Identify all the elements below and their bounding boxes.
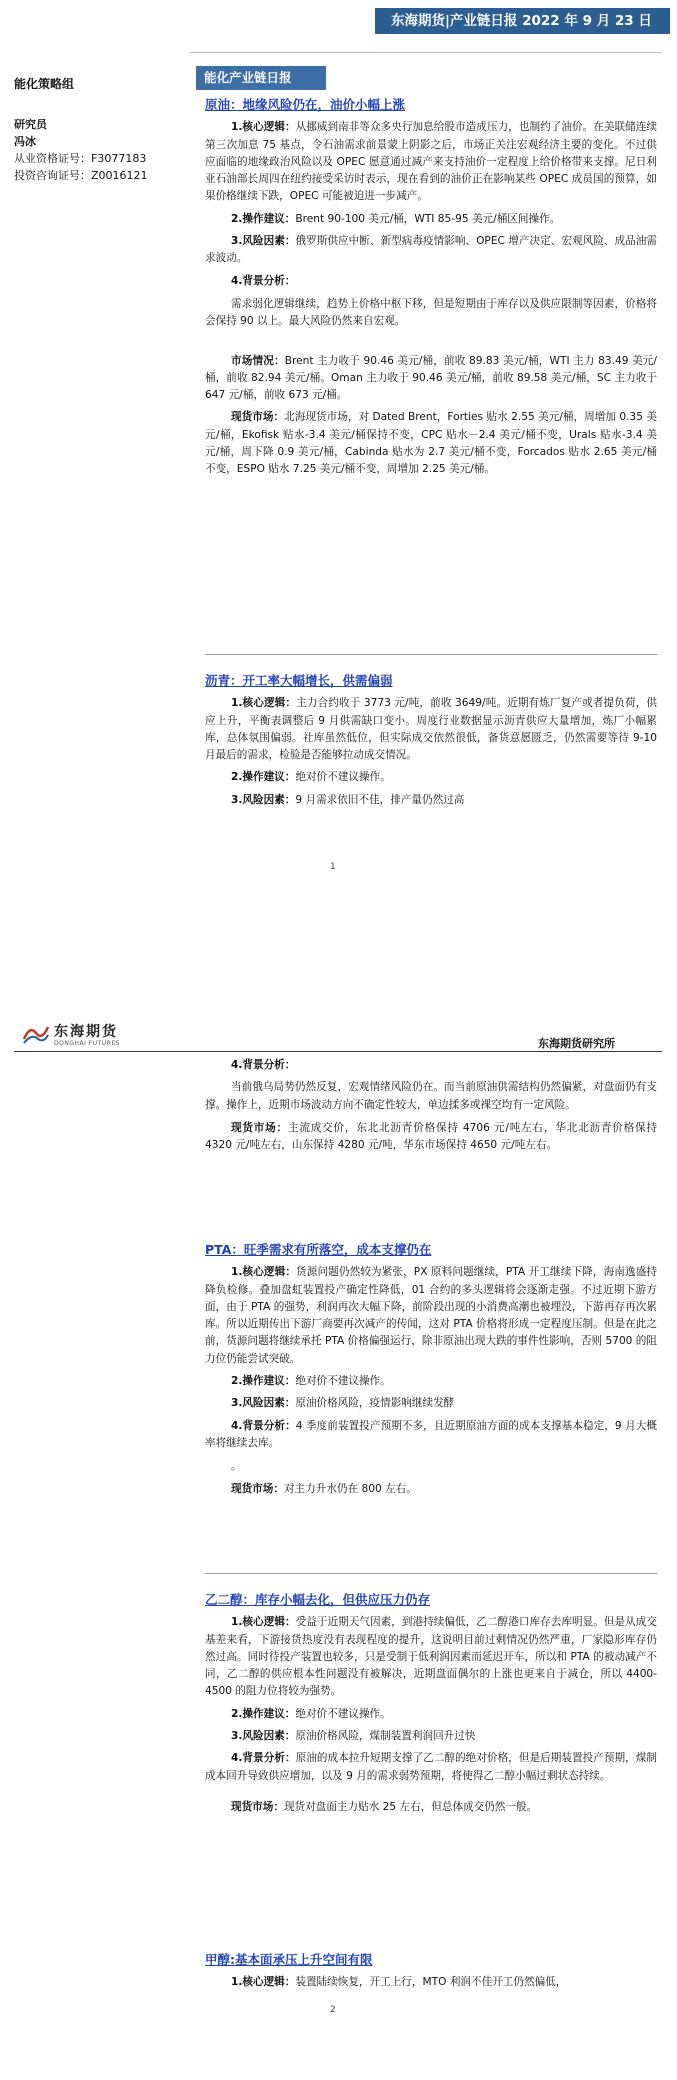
advisor-number: 投资咨询证号：Z0016121 (14, 169, 148, 182)
meg-section (205, 1591, 657, 1821)
section-divider (205, 654, 657, 655)
pta-dot: 。 (231, 1460, 242, 1473)
asphalt-bg: 当前俄乌局势仍然反复，宏观情绪风险仍在。而当前原油供需结构仍然偏紧，对盘面仍有支撑。操作上，近期市场波动方向不确定性较大，单边揉多或裸空均有一定风险。 (205, 1081, 657, 1111)
page-number: 1 (330, 862, 336, 872)
page-1 (0, 0, 677, 885)
methanol-title: 甲醇:基本面承压上升空间有限 (205, 1952, 373, 1967)
crude-bg: 需求弱化逻辑继续，趋势上价格中枢下移，但是短期由于库存以及供应限制等因素，价格将会保持 90 以上。最大风险仍然来自宏观。 (205, 297, 657, 328)
analyst-sidebar (14, 76, 194, 184)
pta-op: 2.操作建议：绝对价不建议操作。 (231, 1375, 391, 1388)
analyst-role: 研究员 (14, 118, 47, 131)
crude-section (205, 96, 657, 484)
donghai-logo: 东海期货 DONGHAI FUTURES (22, 1017, 172, 1057)
methanol-section (205, 1951, 657, 1997)
crude-op: 2.操作建议：Brent 90-100 美元/桶，WTI 85-95 美元/桶区间操作。 (231, 212, 561, 225)
asphalt-logic: 1.核心逻辑：主力合约收于 3773 元/吨，前收 3649/吨。近期有炼厂复产或者提负荷，供应上升，平衡表调整后 9 月供需缺口变小。周度行业数据显示沥青供应大量增加，炼厂小幅累库，总体氛围偏弱。社库虽然低位，但实际成交依然很低，备货意愿匮乏，仍然需要等待 9-10 月最后的需求，检验是否能够拉动成交情况。 (205, 697, 657, 762)
license-number: 从业资格证号：F3077183 (14, 152, 147, 165)
asphalt-title: 沥青：开工率大幅增长，供需偏弱 (205, 673, 393, 688)
meg-spot: 现货市场：现货对盘面主力贴水 25 左右，但总体成交仍然一般。 (231, 1800, 538, 1813)
meg-op: 2.操作建议：绝对价不建议操作。 (231, 1707, 391, 1720)
meg-logic: 1.核心逻辑：受益于近期天气因素，到港持续偏低，乙二醇港口库存去库明显。但是从成交基差来看，下游接货热度没有表现程度的提升，这说明目前过剩情况仍然严重，厂家隐形库存仍然过高。同时待投产装置也较多，只是受制于低利润因素而延迟开车，所以和 PTA 的被动减产不同，乙二醇的供应根本性问题没有被解决，近期盘面偶尔的上涨也更来自于减仓，所以 4400-4500 的阻力位将较为强势。 (205, 1616, 657, 1698)
pta-bg: 4.背景分析：4 季度前装置投产预期不多，且近期原油方面的成本支撑基本稳定，9 月大概率将继续去库。 (205, 1419, 657, 1449)
meg-bg: 4.背景分析：原油的成本拉升短期支撑了乙二醇的绝对价格，但是后期装置投产预期，煤制成本回升导致供应增加，以及 9 月的需求弱势预期，将使得乙二醇小幅过剩状态持续。 (205, 1752, 657, 1782)
crude-logic: 1.核心逻辑：从挪威到南非等众多央行加息给股市造成压力，也制约了油价。在美联储连续第三次加息 75 基点，令石油需求前景蒙上阴影之后，市场正关注宏观经济主要的变化。不过供应面临的地缘政治风险以及 OPEC 愿意通过减产来支持油价一定程度上给价格带来支撑。尼日利亚石油部长周四在纽约接受采访时表示，现在看到的油价正在影响某些 OPEC 成员国的预算，如果价格继续下跌，OPEC 可能被迫进一步减产。 (205, 121, 657, 203)
crude-title: 原油：地缘风险仍在，油价小幅上涨 (205, 97, 406, 112)
crude-bg-label: 4.背景分析： (231, 274, 296, 287)
meg-risk: 3.风险因素：原油价格风险，煤制装置利润回升过快 (231, 1730, 476, 1743)
asphalt-spot: 现货市场：主流成交价，东北北沥青价格保持 4706 元/吨左右，华北北沥青价格保持 4320 元/吨左右，山东保持 4280 元/吨，华东市场保持 4650 元/吨左右。 (205, 1121, 657, 1152)
section-divider-2 (205, 1573, 657, 1574)
asphalt-section (205, 672, 657, 814)
page-2 (0, 995, 677, 2080)
institute-name: 东海期货研究所 (538, 1037, 615, 1050)
pta-risk: 3.风险因素：原油价格风险，疫情影响继续发酵 (231, 1397, 455, 1410)
asphalt-risk: 3.风险因素：9 月需求依旧不佳，排产量仍然过高 (231, 793, 465, 806)
pta-section (205, 1241, 657, 1503)
crude-spot: 现货市场：北海现货市场，对 Dated Brent，Forties 贴水 2.55 美元/桶，周增加 0.35 美元/桶，Ekofisk 贴水-3.4 美元/桶保持不变，CPC 贴水－2.4 美元/桶不变，Urals 贴水-3.4 美元/桶，周下降 0.9 美元/桶，Cabinda 贴水为 2.7 美元/桶不变，Forcados 贴水 2.65 美元/桶不变，ESPO 贴水 7.25 美元/桶不变，周增加 2.25 美元/桶。 (205, 411, 658, 476)
pta-title: PTA：旺季需求有所落空，成本支撑仍在 (205, 1242, 432, 1257)
analyst-name: 冯冰 (14, 135, 36, 148)
asphalt-bg-label: 4.背景分析： (231, 1059, 296, 1071)
asphalt-continued (205, 1057, 657, 1159)
report-header: 东海期货|产业链日报 2022 年 9 月 23 日 (375, 8, 670, 34)
page-number-2: 2 (330, 2005, 336, 2015)
meg-title: 乙二醇：库存小幅去化，但供应压力仍存 (205, 1592, 431, 1607)
pta-logic: 1.核心逻辑：货源问题仍然较为紧张，PX 原料问题继续，PTA 开工继续下降，海南逸盛持降负检修。叠加盘虹装置投产确定性降低，01 合约的多头逻辑将会逐渐走强。不过近期下游方面，由于 PTA 的强势，利润再次大幅下降，前阶段出现的小消费高潮也被埋没，下游再存再次累库。所以近期传出下游厂商要再次减产的传闻，这对 PTA 价格将形成一定程度压制。但是在此之前，货源问题将继续承托 PTA 价格偏强运行，除非原油出现大跌的事件性影响，否则 5700 的阻力位仍能尝试突破。 (205, 1266, 657, 1365)
methanol-logic: 1.核心逻辑：装置陆续恢复，开工上行，MTO 利润不佳开工仍然偏低， (231, 1976, 567, 1989)
page2-header-rule (14, 1051, 662, 1052)
crude-market: 市场情况：Brent 主力收于 90.46 美元/桶，前收 89.83 美元/桶，WTI 主力 83.49 美元/桶，前收 82.94 美元/桶。Oman 主力收于 90.46 美元/桶，前收 89.58 美元/桶，SC 主力收于 647 元/桶，前收 673 元/桶。 (205, 354, 658, 402)
logo-icon (22, 1021, 50, 1045)
asphalt-op: 2.操作建议：绝对价不建议操作。 (231, 771, 391, 784)
crude-risk: 3.风险因素：俄罗斯供应中断、新型病毒疫情影响、OPEC 增产决定、宏观风险、成品油需求波动。 (205, 235, 657, 265)
strategy-group: 能化策略组 (14, 77, 75, 91)
section-label: 能化产业链日报 (196, 66, 326, 90)
header-rule (190, 52, 662, 53)
pta-spot: 现货市场：对主力升水仍在 800 左右。 (231, 1482, 417, 1495)
